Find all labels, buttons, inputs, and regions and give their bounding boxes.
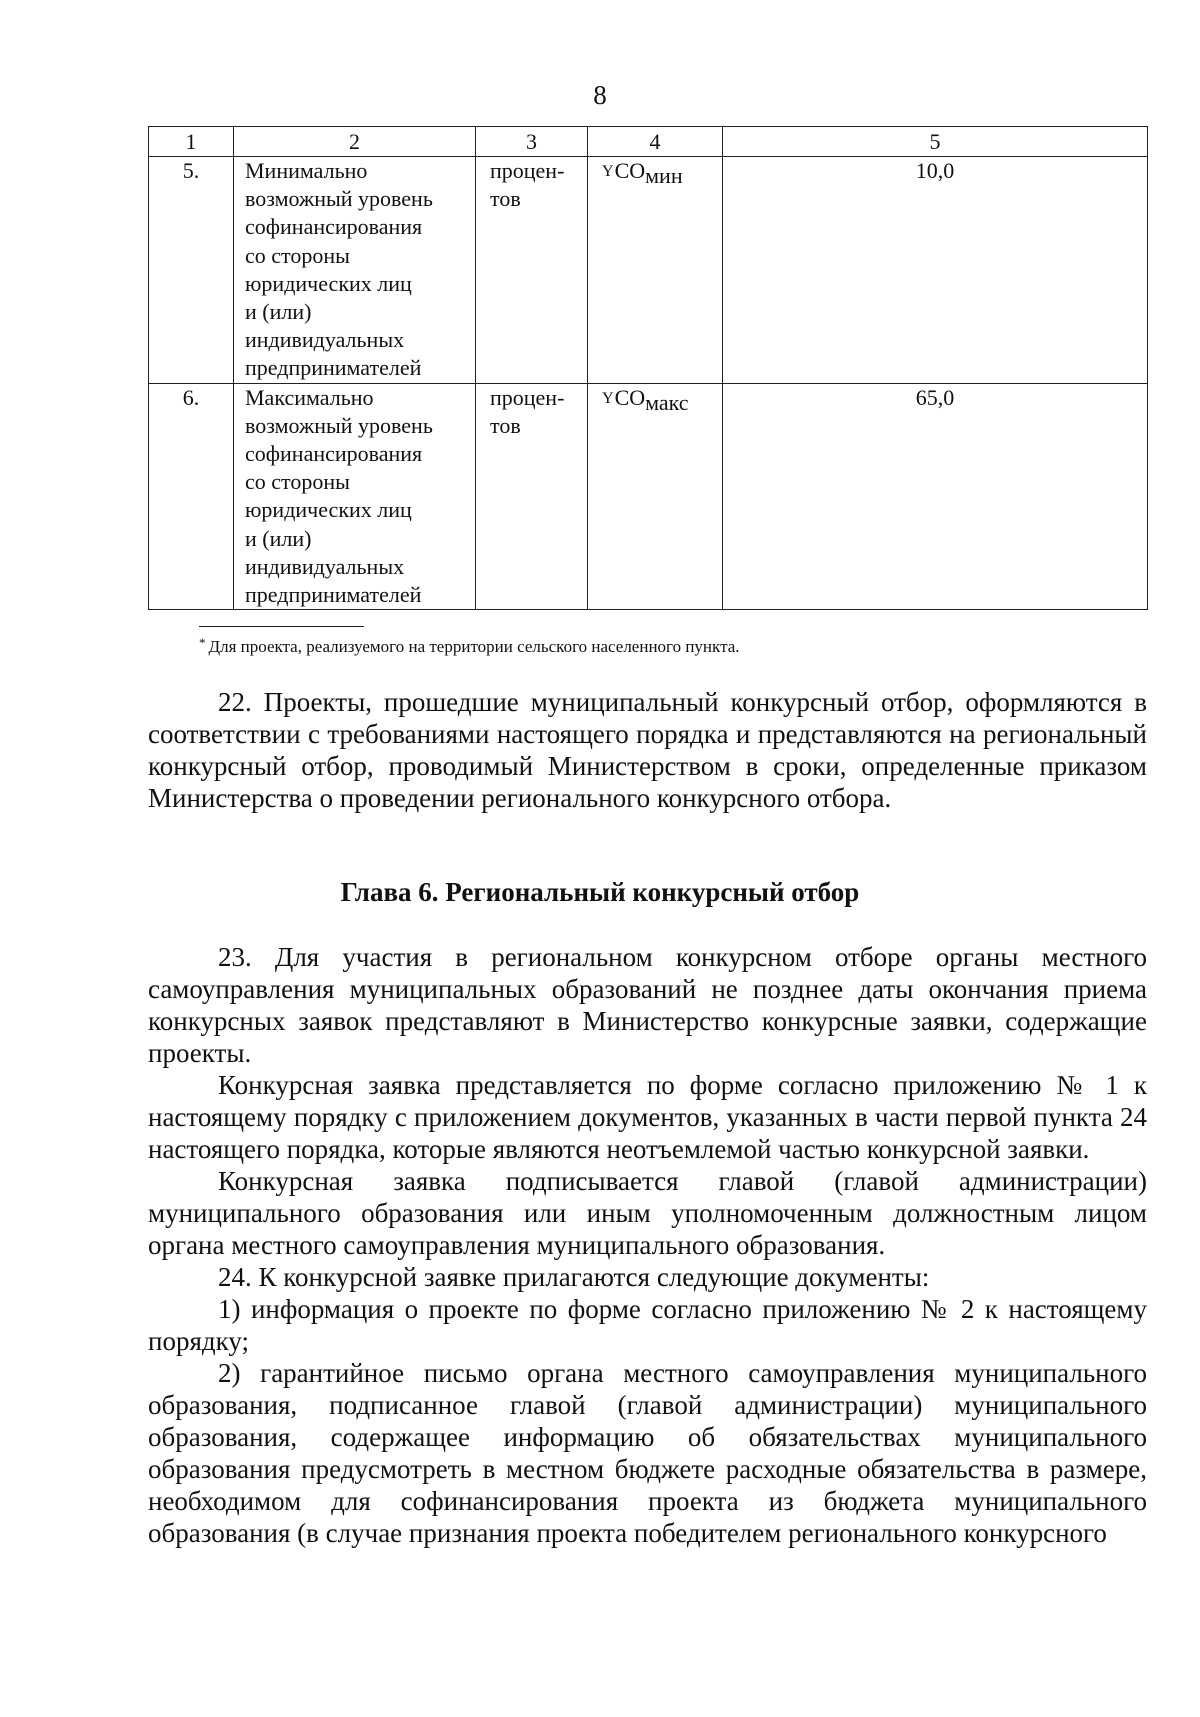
indicator-symbol — [602, 384, 689, 415]
paragraph-22 — [148, 686, 1147, 814]
unit-line: процен- — [490, 158, 565, 183]
table-row — [149, 383, 1148, 610]
symbol-base: СО — [614, 384, 646, 410]
symbol-cell — [588, 383, 723, 610]
table-header-cell: 5 — [723, 127, 1148, 157]
indicator-name-line: возможный уровень — [245, 412, 433, 438]
chapter-6-body — [148, 941, 1147, 1549]
footnote-text: Для проекта, реализуемого на территории сельского населенного пункта. — [208, 637, 740, 656]
footnote — [199, 632, 1149, 658]
indicator-name-line: со стороны — [245, 242, 350, 268]
unit-line: процен- — [490, 384, 565, 410]
row-number: 5. — [149, 157, 234, 384]
unit-cell — [476, 383, 588, 610]
paragraph: Конкурсная заявка представляется по форме согласно приложению № 1 к настоящему порядку с приложением документов, указанных в части первой пункта 24 настоящего порядка, которые являются неотъемлемой частью конкурсной заявки. — [148, 1070, 1147, 1164]
indicator-name-line: и (или) — [245, 299, 312, 325]
indicator-name-line: предпринимателей — [245, 582, 422, 608]
symbol-subscript: мин — [645, 163, 683, 188]
unit-line: тов — [490, 412, 521, 438]
footnote-divider — [199, 626, 364, 627]
symbol-subscript: макс — [645, 389, 689, 415]
indicator-name-line: юридических лиц — [245, 270, 412, 296]
paragraph: Конкурсная заявка подписывается главой (главой администрации) муниципального образования или иным уполномоченным должностным лицом органа местного самоуправления муниципального образования. — [148, 1166, 1147, 1260]
unit-line: тов — [490, 186, 521, 212]
paragraph: 24. К конкурсной заявке прилагаются следующие документы: — [218, 1262, 930, 1292]
page-number: 8 — [593, 80, 607, 110]
symbol-base: СО — [614, 158, 646, 183]
footnote-marker: * — [199, 635, 206, 650]
paragraph: 1) информация о проекте по форме согласно приложению № 2 к настоящему порядку; — [148, 1294, 1147, 1356]
table-row — [149, 157, 1148, 384]
indicator-name-line: софинансирования — [245, 214, 423, 240]
indicator-name — [234, 157, 476, 384]
paragraph: 23. Для участия в региональном конкурсном отборе органы местного самоуправления муниципальных образований не позднее даты окончания приема конкурсных заявок представляют в Министерство конкурсные заявки, содержащие проекты. — [148, 942, 1147, 1068]
indicator-name-line: и (или) — [245, 525, 312, 551]
paragraph: 2) гарантийное письмо органа местного самоуправления муниципального образования, подписанное главой (главой администрации) муниципального образования, содержащее информацию об обязательствах муниципального образования предусмотреть в местном бюджете расходные обязательства в размере, необходимом для софинансирования проекта из бюджета муниципального образования (в случае признания проекта победителем регионального конкурсного — [148, 1358, 1147, 1548]
indicator-name-line: возможный уровень — [245, 186, 433, 212]
indicator-symbol — [602, 158, 683, 188]
indicator-name-line: юридических лиц — [245, 497, 412, 523]
table-header-cell: 3 — [476, 127, 588, 157]
value-cell: 10,0 — [723, 157, 1148, 384]
symbol-prefix: Y — [602, 389, 614, 407]
symbol-cell — [588, 157, 723, 384]
table-header-cell: 1 — [149, 127, 234, 157]
indicator-name-line: софинансирования — [245, 441, 423, 467]
indicator-name-line: Максимально — [245, 384, 374, 410]
indicator-name-line: индивидуальных — [245, 327, 405, 353]
indicator-name — [234, 383, 476, 610]
table-header-row — [149, 127, 1148, 157]
indicators-table — [148, 126, 1148, 610]
chapter-heading: Глава 6. Региональный конкурсный отбор — [340, 877, 860, 907]
value-cell: 65,0 — [723, 383, 1148, 610]
row-number: 6. — [149, 383, 234, 610]
indicator-name-line: со стороны — [245, 469, 350, 495]
symbol-prefix: Y — [602, 163, 614, 180]
indicator-name-line: Минимально — [245, 158, 368, 183]
unit-cell — [476, 157, 588, 384]
indicator-name-line: индивидуальных — [245, 553, 405, 579]
table-header-cell: 2 — [234, 127, 476, 157]
table-header-cell: 4 — [588, 127, 723, 157]
indicator-name-line: предпринимателей — [245, 355, 422, 381]
paragraph: 22. Проекты, прошедшие муниципальный конкурсный отбор, оформляются в соответствии с требованиями настоящего порядка и представляются на региональный конкурсный отбор, проводимый Министерством в сроки, определенные приказом Министерства о проведении регионального конкурсного отбора. — [148, 687, 1147, 813]
